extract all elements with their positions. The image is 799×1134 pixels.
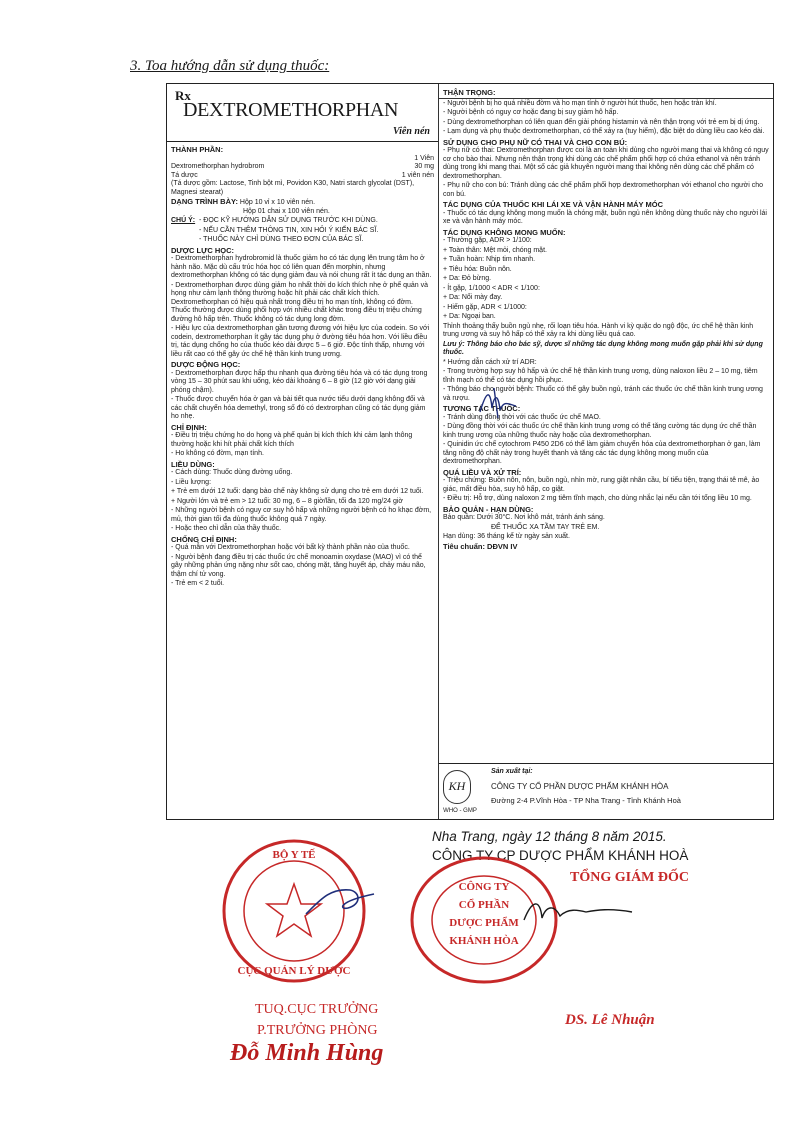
pharmacodynamics-title: DƯỢC LỰC HỌC:: [171, 245, 235, 255]
company-logo: KH: [443, 770, 471, 804]
paragraph: - Thuốc được chuyển hóa ở gan và bài tiết qua nước tiểu dưới dạng không đổi và các chất chuyển hóa demethyl, trong số đó có dextrorphan cũng có tác dụng giảm ho nhẹ.: [171, 396, 426, 420]
paragraph: + Người lớn và trẻ em > 12 tuổi: 30 mg, 6 – 8 giờ/lần, tối đa 120 mg/24 giờ: [171, 497, 404, 505]
leaflet-right-column: [439, 84, 773, 819]
paragraph: - Dùng đồng thời với các thuốc ức chế thần kinh trung ương có thể tăng cường tác dụng ức chế thần kinh trung ương của những thuốc này hoặc của dextromethorphan.: [443, 423, 757, 439]
signing-company: CÔNG TY CP DƯỢC PHẨM KHÁNH HOÀ: [432, 848, 689, 863]
authority-line-1: TUQ.CỤC TRƯỞNG: [255, 1002, 379, 1017]
driving-title: TÁC DỤNG CỦA THUỐC KHI LÁI XE VÀ VẬN HÀNH MÁY MÓC: [443, 200, 664, 209]
adr-line: + Toàn thân: Mệt mỏi, chóng mặt.: [443, 246, 547, 254]
excipients: (Tá dược gồm: Lactose, Tinh bột mì, Povidon K30, Natri starch glycolat (DST), Magnesi stearat): [171, 180, 415, 196]
paragraph: - Người bệnh có nguy cơ hoặc đang bị suy giảm hô hấp.: [443, 109, 619, 116]
paragraph: - Thuốc có tác dụng không mong muốn là chóng mặt, buồn ngủ nên không dùng thuốc này cho người lái xe và vận hành máy móc.: [443, 209, 767, 225]
handwritten-initial-icon: [476, 382, 526, 422]
paragraph: - Người bệnh đang điều trị các thuốc ức chế monoamin oxydase (MAO) vì có thể gây những phản ứng nặng như sốt cao, chóng mặt, tăng huyết áp, chảy máu não, thậm chí tử vong.: [171, 553, 426, 578]
paragraph: - Hiệu lực của dextromethorphan gần tương đương với hiệu lực của codein. So với codein, dextromethorphan ít gây tác dụng phụ ở đường tiêu hóa hơn. Với liều điều trị, tác dụng chống ho của thuốc kéo dài được 5 – 6 giờ. Độc tính thấp, nhưng với liều rất cao có thể gây ức chế hệ thần kinh trung ương.: [171, 325, 430, 358]
ministry-signature-icon: [300, 880, 380, 920]
standard: Tiêu chuẩn: DĐVN IV: [443, 541, 518, 551]
warning-block: CHÚ Ý: - ĐỌC KỸ HƯỚNG DẪN SỬ DỤNG TRƯỚC KHI DÙNG. - NẾU CẦN THÊM THÔNG TIN, XIN HỎI Ý KIẾN BÁC SĨ. - THUỐC NÀY CHỈ DÙNG THEO ĐƠN CỦA BÁC SĨ.: [171, 217, 434, 245]
paragraph: ĐỂ THUỐC XA TẦM TAY TRẺ EM.: [491, 523, 600, 531]
ministry-seal-line: CỤC QUẢN LÝ DƯỢC: [237, 965, 351, 977]
paragraph: - Quinidin ức chế cytochrom P450 2D6 có thể làm giảm chuyển hóa của dextromethorphan ở gan, làm tăng nồng độ chất này trong huyết thanh và tăng các tác dụng không mong muốn của dextromethorphan.: [443, 441, 761, 465]
paragraph: - Hoặc theo chỉ dẫn của thầy thuốc.: [171, 525, 282, 532]
paragraph: - Những người bệnh có nguy cơ suy hô hấp và những người bệnh có ho khạc đờm, mủ, thời gian tối đa dùng thuốc không quá 7 ngày.: [171, 507, 432, 523]
manufacturer-block: [439, 763, 773, 819]
interactions-title: TƯƠNG TÁC THUỐC:: [443, 404, 521, 413]
dosage-form: Viên nén: [393, 126, 430, 137]
adr-line: + Da: Đỏ bừng.: [443, 275, 492, 282]
adr-line: - Thường gặp, ADR > 1/100:: [443, 237, 532, 244]
indications-title: CHỈ ĐỊNH:: [171, 422, 207, 432]
pregnancy-title: SỬ DỤNG CHO PHỤ NỮ CÓ THAI VÀ CHO CON BÚ:: [443, 137, 628, 147]
adr-line: + Tiêu hóa: Buồn nôn.: [443, 265, 512, 273]
director-signature-icon: [520, 890, 640, 930]
paragraph: - Điều trị: Hỗ trợ, dùng naloxon 2 mg tiêm tĩnh mạch, cho dùng nhắc lại nếu cần tới tổng liều 10 mg.: [443, 495, 752, 502]
paragraph: - Người bệnh bị ho quá nhiều đờm và ho mạn tính ở người hút thuốc, hen hoặc tràn khí.: [443, 99, 717, 107]
adr-advice: Lưu ý: Thông báo cho bác sỹ, dược sĩ những tác dụng không mong muốn gặp phải khi sử dụng thuốc.: [443, 340, 763, 356]
paragraph: - Trong trường hợp suy hô hấp và ức chế hệ thần kinh trung ương, dùng naloxon liều 2 – 10 mg, tiêm tĩnh mạch có thể có tác dụng hồi phục.: [443, 368, 758, 384]
composition-title: THÀNH PHẦN:: [171, 145, 224, 154]
paragraph: Bảo quản: Dưới 30°C. Nơi khô mát, tránh ánh sáng.: [443, 514, 605, 521]
storage-title: BẢO QUẢN - HẠN DÙNG:: [443, 504, 534, 514]
paragraph: - Liều lượng:: [171, 478, 212, 486]
adr-line: - Hiếm gặp, ADR < 1/1000:: [443, 303, 527, 311]
paragraph: Hạn dùng: 36 tháng kể từ ngày sản xuất.: [443, 533, 570, 540]
adr-line: - Ít gặp, 1/1000 < ADR < 1/100:: [443, 284, 540, 292]
paragraph: * Hướng dẫn cách xử trí ADR:: [443, 358, 537, 366]
adr-line: + Da: Nổi mày đay.: [443, 294, 503, 301]
adr-title: TÁC DỤNG KHÔNG MONG MUỐN:: [443, 227, 566, 237]
gmp-label: WHO - GMP: [443, 808, 477, 814]
composition-row: Dextromethorphan hydrobrom 30 mg: [171, 163, 434, 170]
adr-line: + Da: Ngoại ban.: [443, 313, 496, 320]
paragraph: - Trẻ em < 2 tuổi.: [171, 580, 225, 587]
leaflet-left-column: [167, 84, 439, 819]
paragraph: - Dextromethorphan được dùng giảm ho nhất thời do kích thích nhẹ ở phế quản và họng như cảm lạnh thông thường hoặc hít phải các chất kích thích. Dextromethorphan có hiệu quả nhất trong điều trị ho mạn tính, không có đờm. Thuốc thường được dùng phối hợp với nhiều chất khác trong điều trị triệu chứng đường hô hấp trên. Thuốc không có tác dụng long đờm.: [171, 281, 429, 323]
composition-row: 1 Viên: [414, 154, 434, 162]
paragraph: Thỉnh thoảng thấy buồn ngủ nhẹ, rối loạn tiêu hóa. Hành vi kỳ quặc do ngộ độc, ức chế hệ thần kinh trung ương và suy hô hấp có thể xảy ra khi dùng liều quá cao.: [443, 322, 754, 338]
left-body: [167, 142, 438, 589]
dosage-title: LIỀU DÙNG:: [171, 459, 215, 469]
manufacturer-label: Sản xuất tại:: [491, 768, 533, 775]
manufacturer-name: CÔNG TY CỔ PHẦN DƯỢC PHẨM KHÁNH HÒA: [491, 782, 669, 791]
director-title: TỔNG GIÁM ĐỐC: [570, 870, 689, 885]
product-name: DEXTROMETHORPHAN: [183, 99, 399, 121]
paragraph: - Dextromethorphan hydrobromid là thuốc giảm ho có tác dụng lên trung tâm ho ở hành não. Mặc dù cấu trúc hóa học có liên quan đến morphin, nhưng dextromethorphan không có tác dụng giảm đau và nói chung rất ít tác dụng an thần.: [171, 255, 432, 279]
paragraph: - Thông báo cho người bệnh: Thuốc có thể gây buồn ngủ, tránh các thuốc ức chế thần kinh trung ương và rượu.: [443, 386, 763, 402]
warning-line: - THUỐC NÀY CHỈ DÙNG THEO ĐƠN CỦA BÁC SĨ.: [199, 236, 364, 243]
authority-line-2: P.TRƯỞNG PHÒNG: [257, 1023, 378, 1038]
brand-block: [167, 84, 438, 142]
presentation: DẠNG TRÌNH BÀY: Hộp 10 vỉ x 10 viên nén.: [171, 197, 316, 206]
contraindications-title: CHỐNG CHỈ ĐỊNH:: [171, 534, 237, 544]
paragraph: - Điều trị triệu chứng ho do họng và phế quản bị kích thích khi cảm lạnh thông thường hoặc khi hít phải chất kích thích: [171, 432, 413, 448]
paragraph: - Phụ nữ cho con bú: Tránh dùng các chế phẩm phối hợp dextromethorphan với ethanol cho người cho con bú.: [443, 182, 764, 198]
pharmacokinetics-title: DƯỢC ĐỘNG HỌC:: [171, 360, 241, 369]
leaflet-frame: [166, 83, 774, 820]
company-seal-line: KHÁNH HÒA: [449, 935, 519, 947]
paragraph: - Cách dùng: Thuốc dùng đường uống.: [171, 469, 293, 476]
adr-line: + Tuần hoàn: Nhịp tim nhanh.: [443, 256, 536, 263]
paragraph: - Quá mẫn với Dextromethorphan hoặc với bất kỳ thành phần nào của thuốc.: [171, 544, 410, 551]
paragraph: - Dextromethorphan được hấp thu nhanh qua đường tiêu hóa và có tác dụng trong vòng 15 – 30 phút sau khi uống, kéo dài khoảng 6 – 8 giờ (12 giờ với dạng giải phóng chậm).: [171, 369, 428, 394]
paragraph: + Trẻ em dưới 12 tuổi: dạng bào chế này không sử dụng cho trẻ em dưới 12 tuổi.: [171, 488, 424, 495]
warning-line: - ĐỌC KỸ HƯỚNG DẪN SỬ DỤNG TRƯỚC KHI DÙNG.: [199, 217, 378, 224]
page-heading: 3. Toa hướng dẫn sử dụng thuốc:: [130, 58, 330, 74]
composition-row: Tá dược 1 viên nén: [171, 171, 434, 179]
signing-date: Nha Trang, ngày 12 tháng 8 năm 2015.: [432, 829, 667, 844]
paragraph: - Tránh dùng đồng thời với các thuốc ức chế MAO.: [443, 413, 601, 421]
authority-signer: Đỗ Minh Hùng: [230, 1040, 384, 1066]
ministry-seal-line: BỘ Y TẾ: [272, 849, 316, 861]
rx-mark: Rx: [175, 88, 191, 103]
paragraph: - Phụ nữ có thai: Dextromethorphan được coi là an toàn khi dùng cho người mang thai và không có nguy cơ cho bào thai. Nhưng nên thận trọng khi dùng các chế phẩm phối hợp có chứa ethanol và nên tránh dùng trong khi mang thai. Một số các giả khuyên người mang thai không nên dùng các chế phẩm có dextromethorphan.: [443, 147, 769, 180]
paragraph: - Triệu chứng: Buồn nôn, nôn, buồn ngủ, nhìn mờ, rung giật nhãn cầu, bí tiểu tiện, trạng thái tê mê, ảo giác, mất điều hòa, suy hô hấp, co giật.: [443, 477, 760, 493]
overdose-title: QUÁ LIỀU VÀ XỬ TRÍ:: [443, 467, 522, 477]
caution-title: THẬN TRỌNG:: [439, 89, 773, 99]
company-seal-line: CỔ PHẦN: [458, 899, 510, 911]
director-name: DS. Lê Nhuận: [565, 1012, 655, 1028]
right-body: [439, 84, 773, 551]
presentation-line: Hộp 01 chai x 100 viên nén.: [243, 207, 330, 215]
warning-line: - NẾU CẦN THÊM THÔNG TIN, XIN HỎI Ý KIẾN BÁC SĨ.: [199, 226, 379, 234]
company-seal-line: CÔNG TY: [458, 881, 510, 893]
paragraph: - Dùng dextromethorphan có liên quan đến giải phóng histamin và nên thận trọng với trẻ em bị dị ứng.: [443, 118, 760, 126]
paragraph: - Ho không có đờm, mạn tính.: [171, 450, 264, 457]
manufacturer-address: Đường 2-4 P.Vĩnh Hòa - TP Nha Trang - Tỉnh Khánh Hoà: [491, 796, 681, 805]
paragraph: - Lạm dụng và phụ thuộc dextromethorphan, có thể xảy ra (tuy hiếm), đặc biệt do dùng liều cao kéo dài.: [443, 128, 765, 135]
company-seal-line: DƯỢC PHẨM: [449, 917, 519, 929]
